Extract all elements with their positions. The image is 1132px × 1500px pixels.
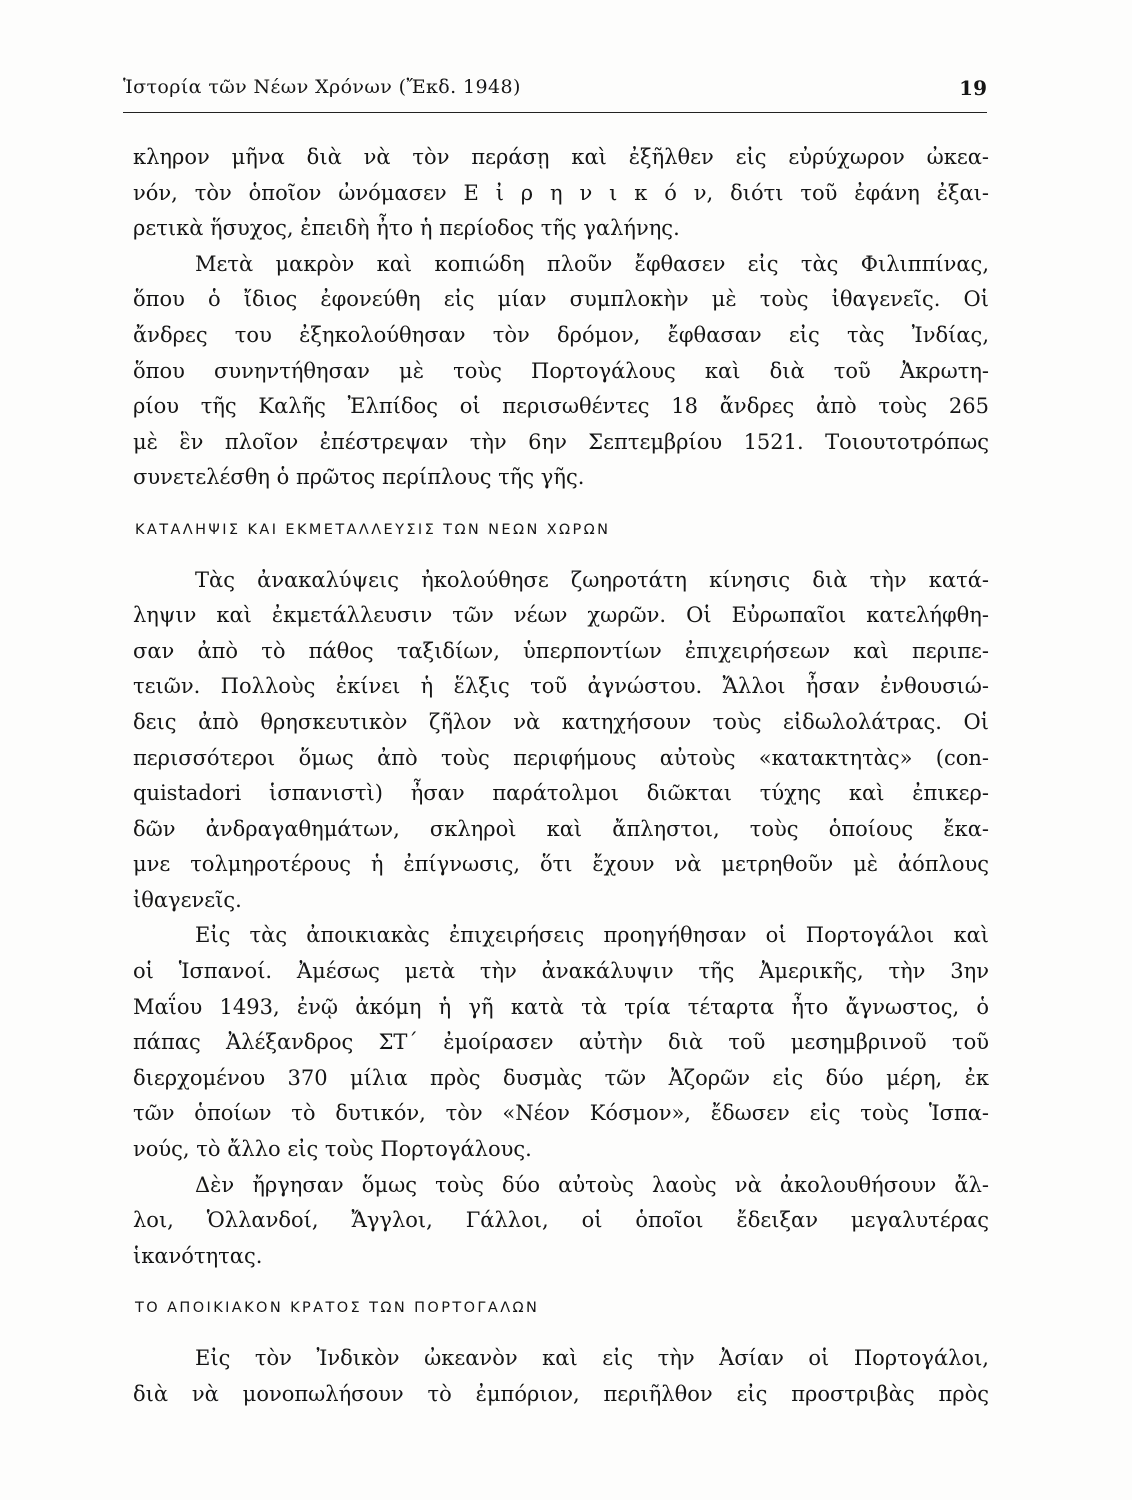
text-line: ρετικὰ ἥσυχος, ἐπειδὴ ἦτο ἡ περίοδος τῆς γαλήνης. bbox=[133, 216, 680, 241]
text-line: τειῶν. Πολλοὺς ἐκίνει ἡ ἕλξις τοῦ ἀγνώστου. Ἄλλοι ἦσαν ἐνθουσιώ- bbox=[133, 674, 989, 699]
text-line: δεις ἀπὸ θρησκευτικὸν ζῆλον νὰ κατηχήσουν τοὺς εἰδωλολάτρας. Οἱ bbox=[133, 709, 989, 734]
text-line: νόν, τὸν ὁποῖον ὠνόμασεν Ε ἰ ρ η ν ι κ ό ν, διότι τοῦ ἐφάνη ἐξαι- bbox=[133, 180, 989, 205]
spacer bbox=[133, 549, 989, 563]
paragraph bbox=[133, 140, 989, 247]
text-line: περισσότεροι ὅμως ἀπὸ τοὺς περιφήμους αὐτοὺς «κατακτητὰς» (con- bbox=[133, 745, 989, 770]
text-line: σαν ἀπὸ τὸ πάθος ταξιδίων, ὑπερποντίων ἐπιχειρήσεων καὶ περιπε- bbox=[133, 638, 989, 663]
text-line: Εἰς τὸν Ἰνδικὸν ὠκεανὸν καὶ εἰς τὴν Ἀσίαν οἱ Πορτογάλοι, bbox=[195, 1346, 989, 1370]
text-line: τῶν ὁποίων τὸ δυτικόν, τὸν «Νέον Κόσμον», ἔδωσεν εἰς τοὺς Ἱσπα- bbox=[133, 1101, 989, 1126]
text-line: συνετελέσθη ὁ πρῶτος περίπλους τῆς γῆς. bbox=[133, 465, 585, 490]
paragraph bbox=[133, 563, 989, 919]
paragraph bbox=[133, 1168, 989, 1275]
section-heading: ΚΑΤΑΛΗΨΙΣ ΚΑΙ ΕΚΜΕΤΑΛΛΕΥΣΙΣ ΤΩΝ ΝΕΩΝ ΧΩΡΩΝ bbox=[135, 521, 611, 538]
text-line: ὅπου ὁ ἴδιος ἐφονεύθη εἰς μίαν συμπλοκὴν μὲ τοὺς ἰθαγενεῖς. Οἱ bbox=[133, 287, 989, 312]
text-line: ρίου τῆς Καλῆς Ἐλπίδος οἱ περισωθέντες 18 ἄνδρες ἀπὸ τοὺς 265 bbox=[133, 394, 989, 419]
body-text bbox=[133, 140, 989, 1412]
text-line: ὅπου συνηντήθησαν μὲ τοὺς Πορτογάλους καὶ διὰ τοῦ Ἀκρωτη- bbox=[133, 358, 989, 383]
text-line: λοι, Ὁλλανδοί, Ἄγγλοι, Γάλλοι, οἱ ὁποῖοι ἔδειξαν μεγαλυτέρας bbox=[133, 1208, 989, 1233]
spacer bbox=[133, 1274, 989, 1291]
section-heading: ΤΟ ΑΠΟΙΚΙΑΚΟΝ ΚΡΑΤΟΣ ΤΩΝ ΠΟΡΤΟΓΑΛΩΝ bbox=[135, 1300, 540, 1317]
text-line: πάπας Ἀλέξανδρος ΣΤ΄ ἐμοίρασεν αὐτὴν διὰ τοῦ μεσημβρινοῦ τοῦ bbox=[133, 1030, 989, 1055]
spacer bbox=[133, 496, 989, 513]
text-line: ἄνδρες του ἐξηκολούθησαν τὸν δρόμον, ἔφθασαν εἰς τὰς Ἰνδίας, bbox=[133, 322, 989, 347]
page-number: 19 bbox=[959, 76, 987, 100]
text-line: μνε τολμηροτέρους ἡ ἐπίγνωσις, ὅτι ἔχουν νὰ μετρηθοῦν μὲ ἀόπλους bbox=[133, 852, 989, 877]
text-line: διὰ νὰ μονοπωλήσουν τὸ ἐμπόριον, περιῆλθον εἰς προστριβὰς πρὸς bbox=[133, 1381, 989, 1406]
text-line: διερχομένου 370 μίλια πρὸς δυσμὰς τῶν Ἀζορῶν εἰς δύο μέρη, ἐκ bbox=[133, 1065, 989, 1090]
text-line: Δὲν ἤργησαν ὅμως τοὺς δύο αὐτοὺς λαοὺς νὰ ἀκολουθήσουν ἄλ- bbox=[195, 1172, 989, 1197]
text-line: Μετὰ μακρὸν καὶ κοπιώδη πλοῦν ἔφθασεν εἰς τὰς Φιλιππίνας, bbox=[195, 251, 989, 276]
text-line: ἱκανότητας. bbox=[133, 1243, 263, 1268]
text-line: κληρον μῆνα διὰ νὰ τὸν περάσῃ καὶ ἐξῆλθεν εἰς εὐρύχωρον ὠκεα- bbox=[133, 145, 989, 169]
paragraph bbox=[133, 247, 989, 496]
paragraph bbox=[133, 1341, 989, 1412]
spacer bbox=[133, 1327, 989, 1341]
text-line: quistadori ἱσπανιστὶ) ἦσαν παράτολμοι διῶκται τύχης καὶ ἐπικερ- bbox=[133, 781, 989, 806]
text-line: Μαΐου 1493, ἐνῷ ἀκόμη ἡ γῆ κατὰ τὰ τρία τέταρτα ἦτο ἄγνωστος, ὁ bbox=[133, 994, 989, 1019]
text-line: δῶν ἀνδραγαθημάτων, σκληροὶ καὶ ἄπληστοι, τοὺς ὁποίους ἔκα- bbox=[133, 816, 989, 841]
text-line: ἰθαγενεῖς. bbox=[133, 887, 242, 912]
text-line: Τὰς ἀνακαλύψεις ἠκολούθησε ζωηροτάτη κίνησις διὰ τὴν κατά- bbox=[195, 567, 989, 592]
text-line: Εἰς τὰς ἀποικιακὰς ἐπιχειρήσεις προηγήθησαν οἱ Πορτογάλοι καὶ bbox=[195, 923, 989, 948]
text-line: νούς, τὸ ἄλλο εἰς τοὺς Πορτογάλους. bbox=[133, 1137, 532, 1162]
paragraph bbox=[133, 918, 989, 1167]
running-title: Ἱστορία τῶν Νέων Χρόνων (Ἔκδ. 1948) bbox=[123, 76, 521, 98]
running-header bbox=[123, 76, 987, 113]
text-line: ληψιν καὶ ἐκμετάλλευσιν τῶν νέων χωρῶν. Οἱ Εὐρωπαῖοι κατελήφθη- bbox=[133, 603, 989, 628]
text-line: οἱ Ἱσπανοί. Ἀμέσως μετὰ τὴν ἀνακάλυψιν τῆς Ἀμερικῆς, τὴν 3ην bbox=[133, 959, 989, 984]
text-line: μὲ ἓν πλοῖον ἐπέστρεψαν τὴν 6ην Σεπτεμβρίου 1521. Τοιουτοτρόπως bbox=[133, 429, 989, 454]
